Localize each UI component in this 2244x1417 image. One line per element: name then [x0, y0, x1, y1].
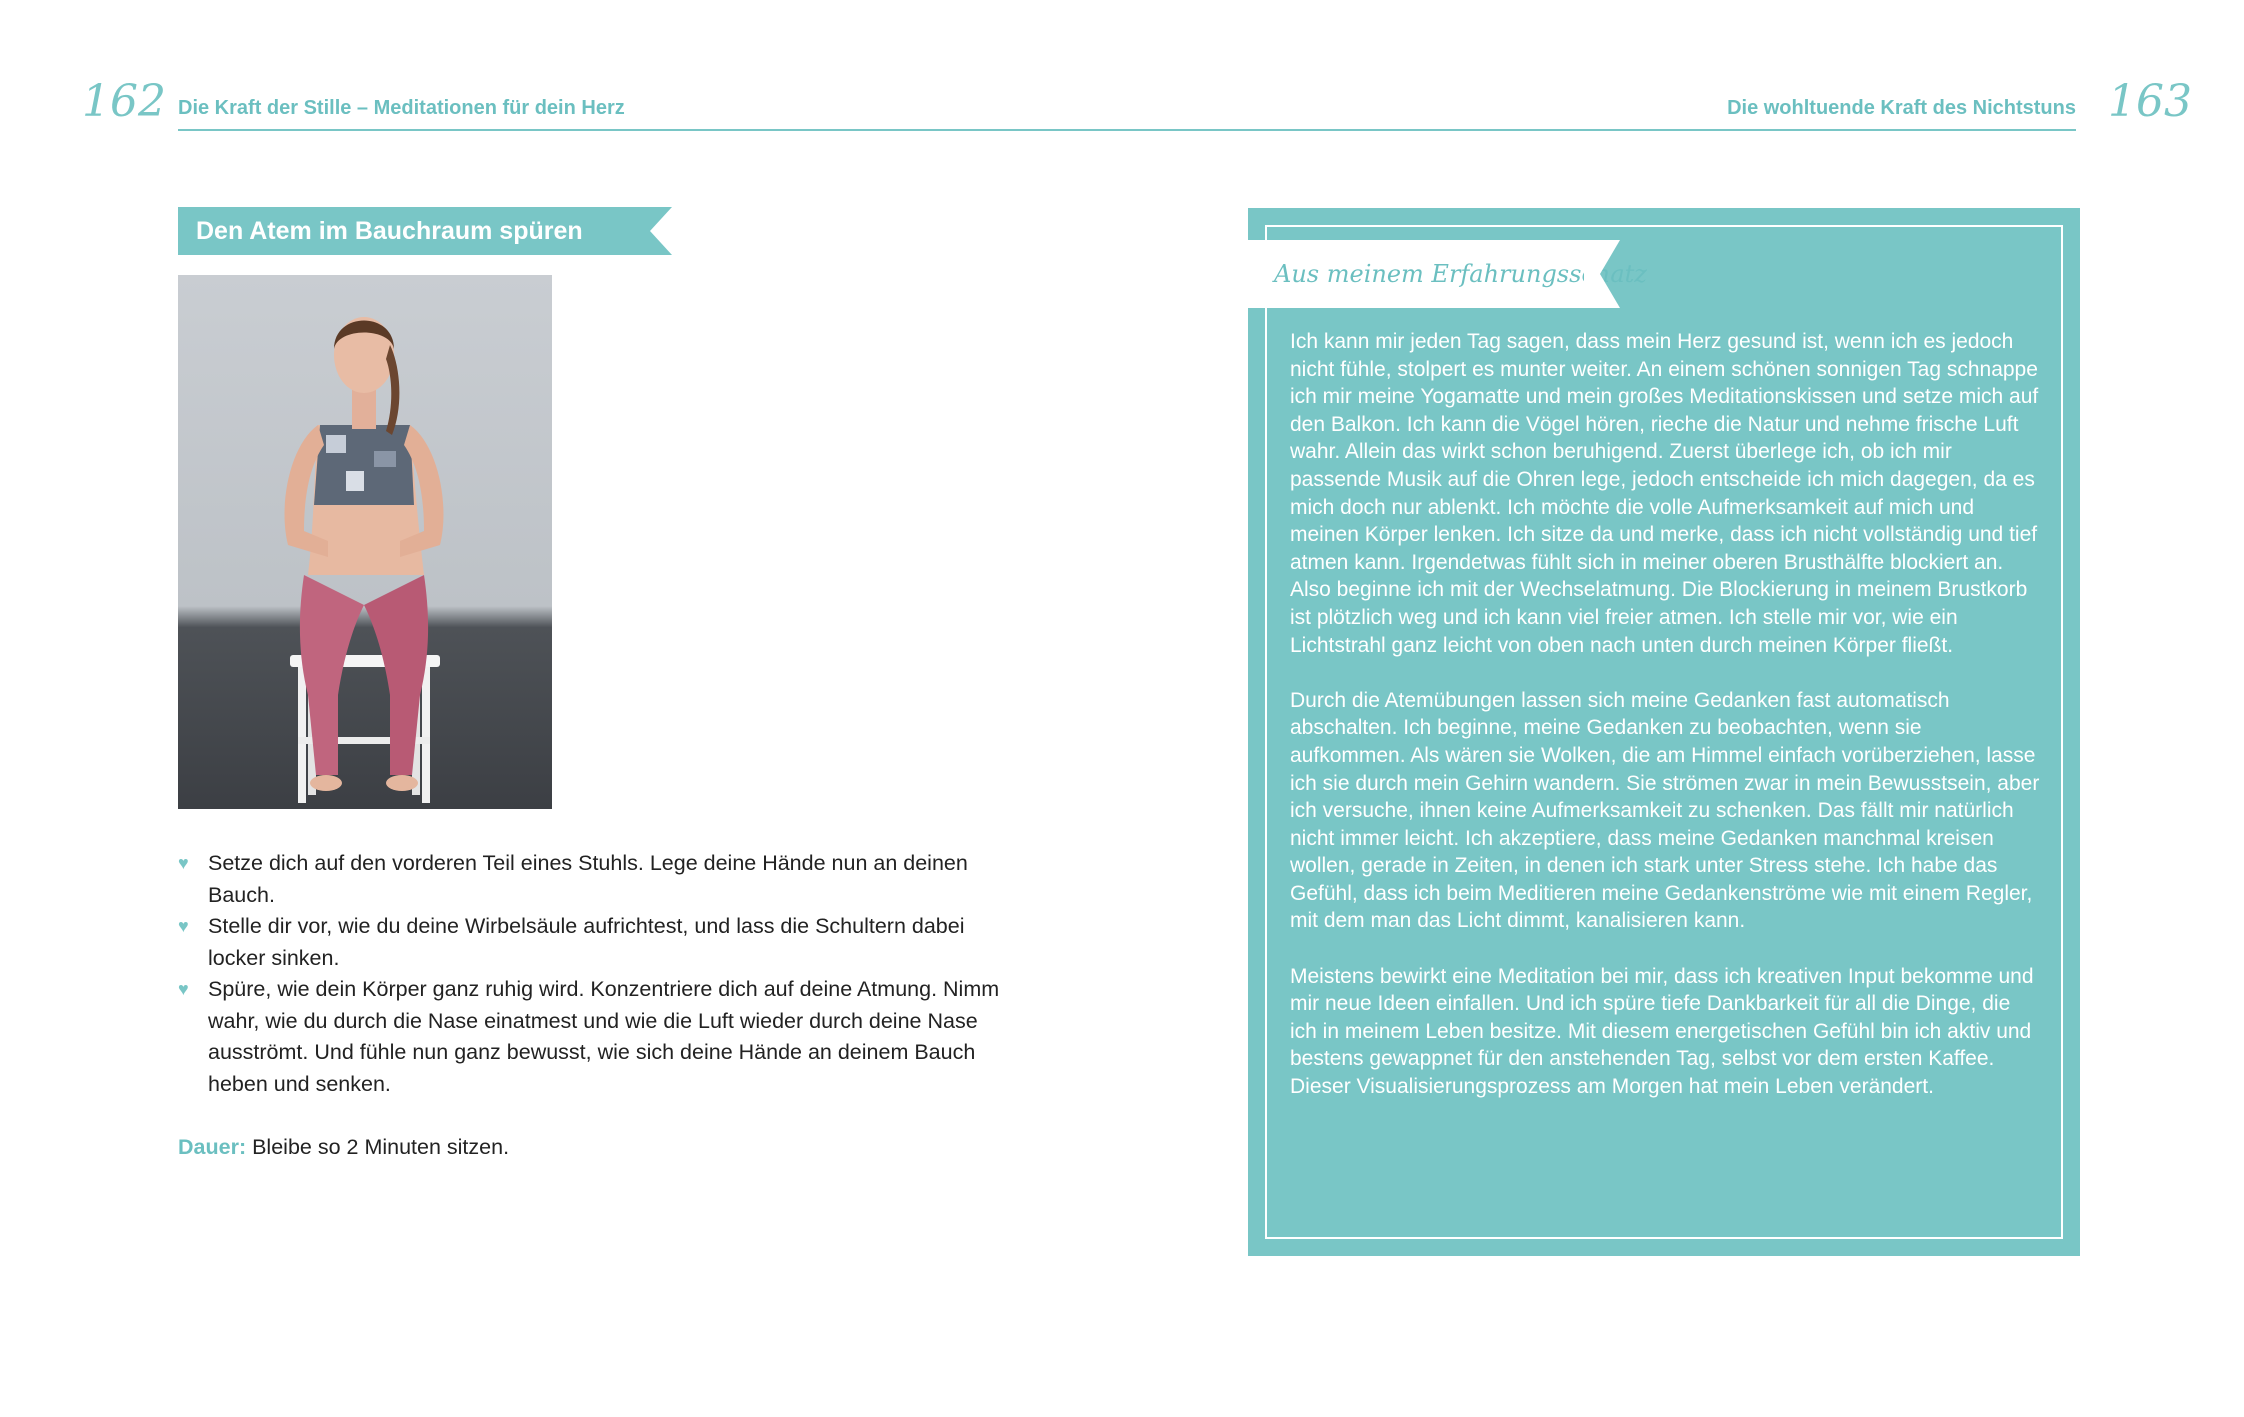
right-running-head: Die wohltuende Kraft des Nichtstuns: [1727, 97, 2076, 119]
list-item: [178, 974, 1018, 1100]
duration-line: [178, 1132, 509, 1164]
heart-bullet-icon: ♥: [178, 979, 189, 999]
header-rule: [178, 129, 2076, 131]
experience-box-text: [1290, 328, 2042, 1128]
exercise-photo: [178, 275, 552, 809]
exercise-steps: [178, 848, 1018, 1100]
left-running-head: Die Kraft der Stille – Meditationen für dein Herz: [178, 97, 625, 119]
heart-bullet-icon: ♥: [178, 916, 189, 936]
section-banner: [178, 207, 650, 255]
list-item: [178, 911, 1018, 974]
list-item: [178, 848, 1018, 911]
experience-paragraph: Ich kann mir jeden Tag sagen, dass mein Herz gesund ist, wenn ich es jedoch nicht fühle, stolpert es munter weiter. An einem schönen sonnigen Tag schnappe ich mir meine Yogamatte und mein großes Meditationskissen und setze mich auf den Balkon. Ich kann die Vögel hören, rieche die Natur und nehme frische Luft wahr. Allein das wirkt schon beruhigend. Zuerst überlege ich, ob ich mir passende Musik auf die Ohren lege, jedoch entscheide ich mich dagegen, da es mich doch nur ablenkt. Ich möchte die volle Aufmerksamkeit auf mich und meinen Körper lenken. Ich sitze da und merke, dass ich nicht vollständig und tief atmen kann. Irgendetwas fühlt sich in meiner oberen Brusthälfte blockiert an. Also beginne ich mit der Wechselatmung. Die Blockierung in meinem Brustkorb ist plötzlich weg und ich kann viel freier atmen. Ich stelle mir vor, wie ein Lichtstrahl ganz leicht von oben nach unten durch meinen Körper fließt.: [1290, 330, 2039, 657]
right-page-number: 163: [2108, 76, 2192, 127]
section-banner-notch: [628, 207, 672, 255]
duration-text: Bleibe so 2 Minuten sitzen.: [252, 1135, 510, 1159]
step-text: Spüre, wie dein Körper ganz ruhig wird. Konzentriere dich auf deine Atmung. Nimm wahr, wie du durch die Nase einatmest und wie die Luft wieder durch deine Nase ausströmt. Und fühle nun ganz bewusst, wie sich deine Hände an deinem Bauch heben und senken.: [208, 977, 1000, 1096]
left-page-number: 162: [82, 76, 166, 127]
duration-label: Dauer:: [178, 1135, 247, 1159]
experience-paragraph: Meistens bewirkt eine Meditation bei mir, dass ich kreativen Input bekomme und mir neue Ideen einfallen. Und ich spüre tiefe Dankbarkeit für all die Dinge, die ich in meinem Leben besitze. Mit diesem energetischen Gefühl bin ich aktiv und bestens gewappnet für den anstehenden Tag, selbst vor dem ersten Kaffee. Dieser Visualisierungsprozess am Morgen hat mein Leben verändert.: [1290, 964, 2034, 1099]
experience-paragraph: Durch die Atemübungen lassen sich meine Gedanken fast automatisch abschalten. Ich beginne, meine Gedanken zu beobachten, wenn sie aufkommen. Als wären sie Wolken, die am Himmel einfach vorüberziehen, lasse ich sie durch mein Gehirn wandern. Sie strömen zwar in mein Bewusstsein, aber ich versuche, ihnen keine Aufmerksamkeit zu schenken. Das fällt mir natürlich nicht immer leicht. Ich akzeptiere, dass meine Gedanken manchmal kreisen wollen, gerade in Zeiten, in denen ich stark unter Stress stehe. Ich habe das Gefühl, dass ich beim Meditieren meine Gedankenströme wie mit einem Regler, mit dem man das Licht dimmt, kanalisieren kann.: [1290, 688, 2040, 933]
experience-box-label: [1248, 240, 1647, 308]
step-text: Setze dich auf den vorderen Teil eines Stuhls. Lege deine Hände nun an deinen Bauch.: [208, 851, 968, 907]
experience-box-title: Aus meinem Erfahrungsschatz: [1274, 260, 1647, 288]
heart-bullet-icon: ♥: [178, 853, 189, 873]
step-text: Stelle dir vor, wie du deine Wirbelsäule aufrichtest, und lass die Schultern dabei locker sinken.: [208, 914, 965, 970]
experience-box: [1248, 208, 2080, 1256]
seated-woman-illustration: [178, 275, 552, 809]
section-title: Den Atem im Bauchraum spüren: [196, 217, 583, 245]
experience-box-label-notch: [1584, 240, 1620, 308]
